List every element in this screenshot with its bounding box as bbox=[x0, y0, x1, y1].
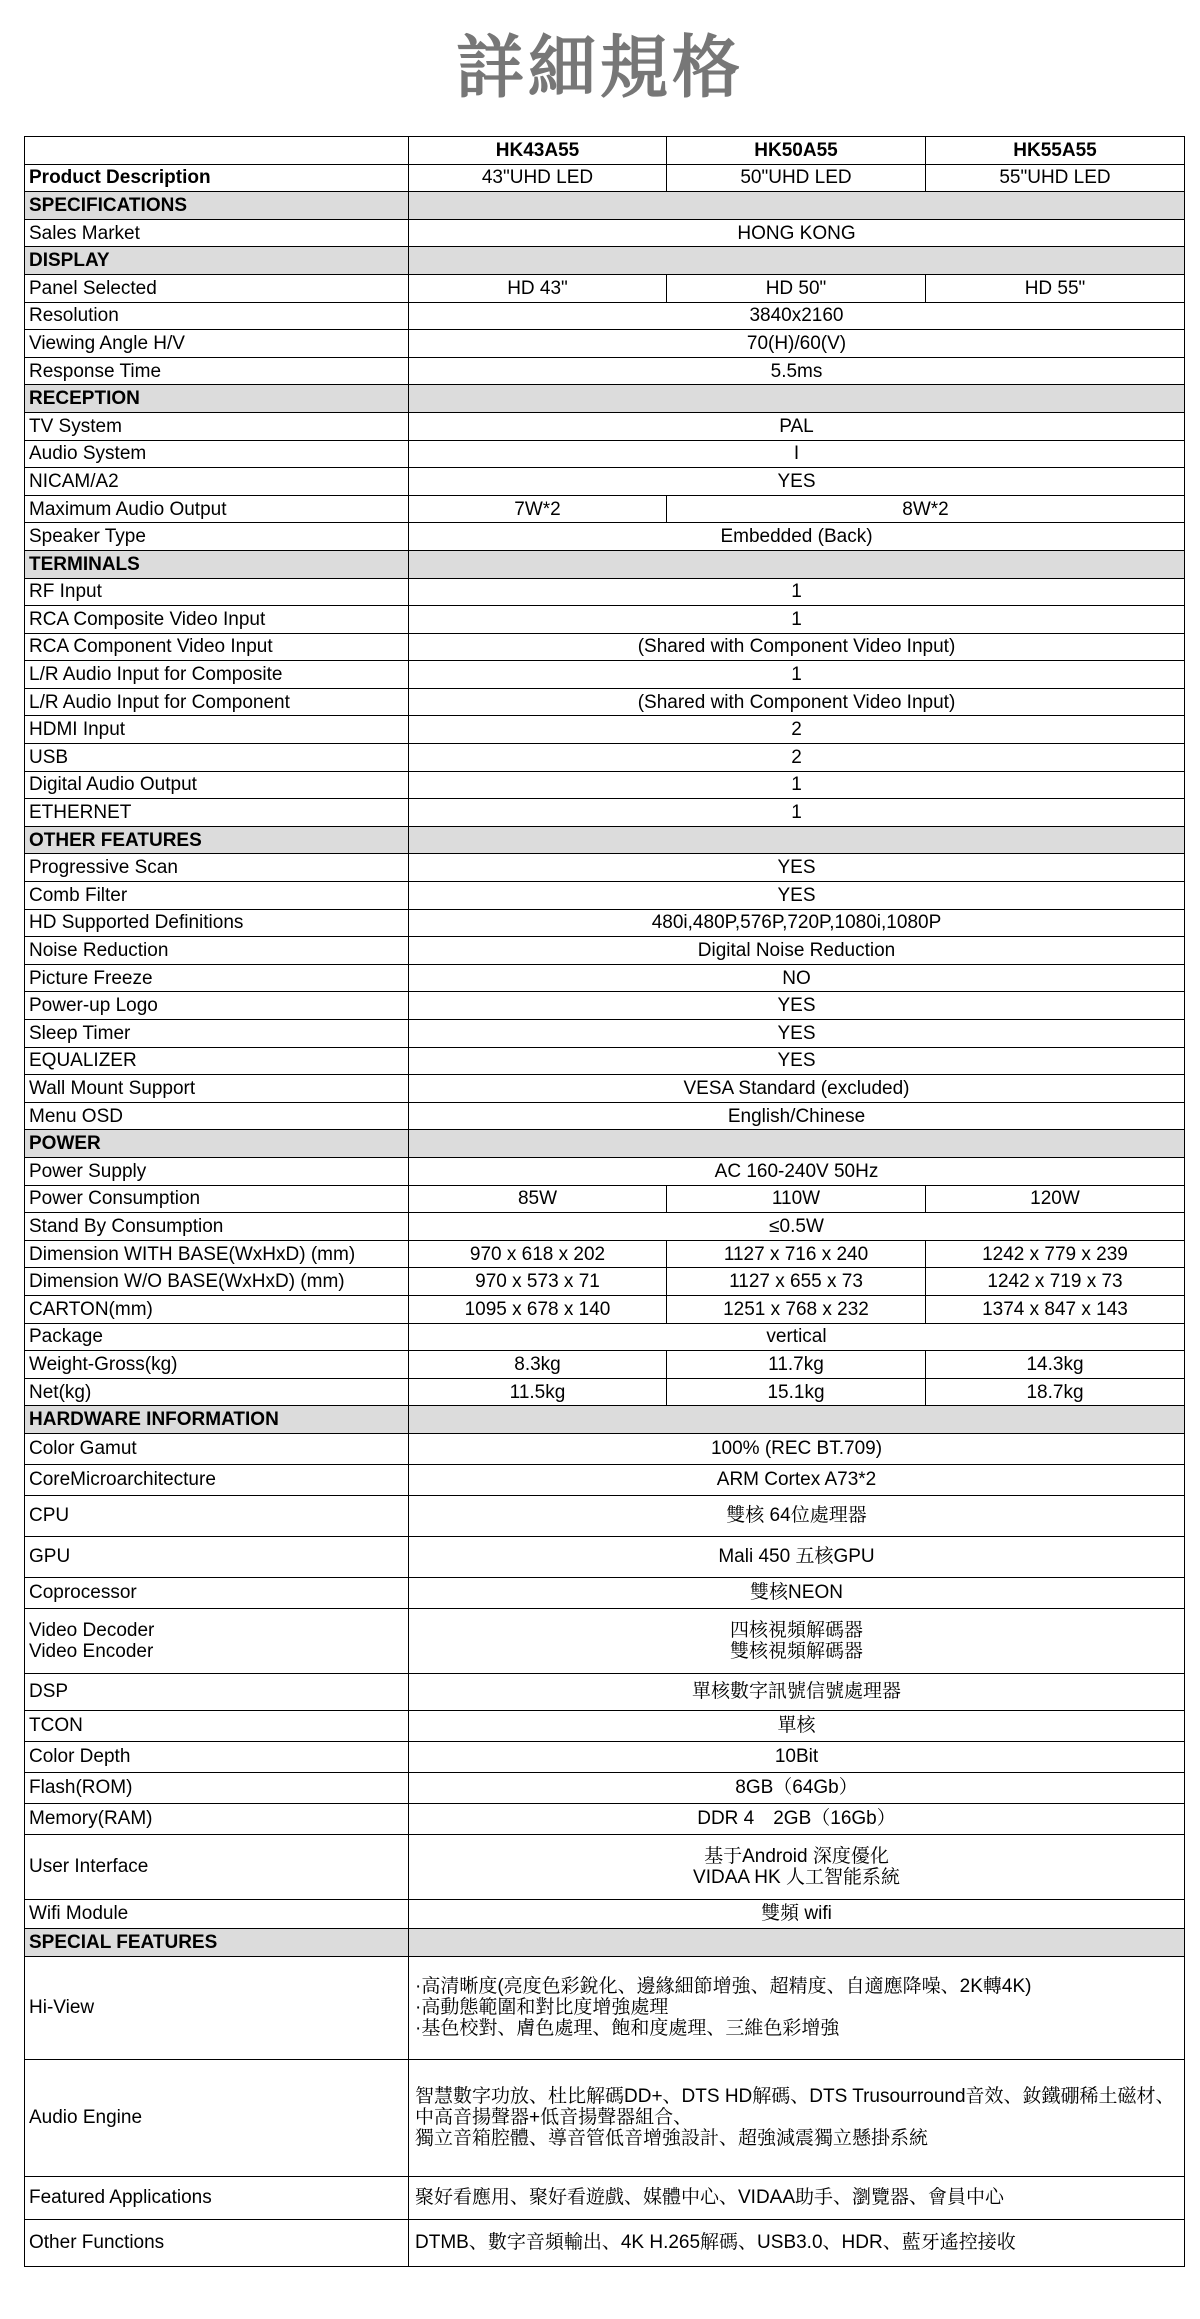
spec-label: Featured Applications bbox=[25, 2176, 409, 2219]
table-row bbox=[25, 1464, 1185, 1495]
spec-label: Dimension WITH BASE(WxHxD) (mm) bbox=[25, 1240, 409, 1268]
spec-label: RCA Composite Video Input bbox=[25, 606, 409, 634]
table-row bbox=[25, 1378, 1185, 1406]
spec-label: Video Decoder Video Encoder bbox=[25, 1608, 409, 1673]
table-row bbox=[25, 495, 1185, 523]
spec-value: 14.3kg bbox=[926, 1351, 1185, 1379]
spec-value: 5.5ms bbox=[409, 357, 1185, 385]
spec-value: HD 55" bbox=[926, 274, 1185, 302]
table-row bbox=[25, 909, 1185, 937]
spec-label: Comb Filter bbox=[25, 882, 409, 910]
table-row bbox=[25, 1741, 1185, 1772]
page-title: 詳細規格 bbox=[455, 28, 744, 108]
spec-label: Menu OSD bbox=[25, 1102, 409, 1130]
spec-value: 8GB（64Gb） bbox=[409, 1772, 1185, 1803]
spec-value: 1251 x 768 x 232 bbox=[667, 1295, 926, 1323]
spec-value: 基于Android 深度優化 VIDAA HK 人工智能系統 bbox=[409, 1834, 1185, 1899]
spec-label: HD Supported Definitions bbox=[25, 909, 409, 937]
spec-value: (Shared with Component Video Input) bbox=[409, 688, 1185, 716]
spec-label: Coprocessor bbox=[25, 1577, 409, 1608]
spec-value: 85W bbox=[409, 1185, 667, 1213]
section-fill bbox=[409, 1130, 1185, 1158]
spec-label: TV System bbox=[25, 412, 409, 440]
spec-value: 1242 x 779 x 239 bbox=[926, 1240, 1185, 1268]
section-fill bbox=[409, 192, 1185, 220]
spec-value: 雙核NEON bbox=[409, 1577, 1185, 1608]
table-row bbox=[25, 302, 1185, 330]
table-row bbox=[25, 606, 1185, 634]
table-row bbox=[25, 854, 1185, 882]
spec-label: RF Input bbox=[25, 578, 409, 606]
spec-label: CoreMicroarchitecture bbox=[25, 1464, 409, 1495]
table-row bbox=[25, 412, 1185, 440]
spec-label: User Interface bbox=[25, 1834, 409, 1899]
spec-value: 單核 bbox=[409, 1710, 1185, 1741]
table-row bbox=[25, 1834, 1185, 1899]
section-fill bbox=[409, 1928, 1185, 1956]
table-row bbox=[25, 1075, 1185, 1103]
spec-value: YES bbox=[409, 1047, 1185, 1075]
spec-label: Dimension W/O BASE(WxHxD) (mm) bbox=[25, 1268, 409, 1296]
section-fill bbox=[409, 826, 1185, 854]
spec-label: Other Functions bbox=[25, 2219, 409, 2266]
spec-value: 四核視頻解碼器 雙核視頻解碼器 bbox=[409, 1608, 1185, 1673]
table-row bbox=[25, 1268, 1185, 1296]
table-row bbox=[25, 1185, 1185, 1213]
spec-label: Audio System bbox=[25, 440, 409, 468]
spec-label: Power Consumption bbox=[25, 1185, 409, 1213]
spec-label: Color Depth bbox=[25, 1741, 409, 1772]
table-row bbox=[25, 1899, 1185, 1928]
spec-value: 55"UHD LED bbox=[926, 164, 1185, 192]
spec-value: 8W*2 bbox=[667, 495, 1185, 523]
table-row bbox=[25, 1240, 1185, 1268]
table-row bbox=[25, 1772, 1185, 1803]
table-row bbox=[25, 882, 1185, 910]
spec-label: Sales Market bbox=[25, 219, 409, 247]
spec-label: NICAM/A2 bbox=[25, 468, 409, 496]
section-title: OTHER FEATURES bbox=[25, 826, 409, 854]
spec-label: Color Gamut bbox=[25, 1433, 409, 1464]
section-title: HARDWARE INFORMATION bbox=[25, 1406, 409, 1434]
section-fill bbox=[409, 1406, 1185, 1434]
spec-value: 11.7kg bbox=[667, 1351, 926, 1379]
spec-label: Progressive Scan bbox=[25, 854, 409, 882]
table-row bbox=[25, 357, 1185, 385]
spec-value: vertical bbox=[409, 1323, 1185, 1351]
spec-value: (Shared with Component Video Input) bbox=[409, 633, 1185, 661]
table-row bbox=[25, 2219, 1185, 2266]
spec-value: ≤0.5W bbox=[409, 1213, 1185, 1241]
table-row bbox=[25, 964, 1185, 992]
spec-value: 11.5kg bbox=[409, 1378, 667, 1406]
spec-label: EQUALIZER bbox=[25, 1047, 409, 1075]
section-header-row bbox=[25, 1928, 1185, 1956]
spec-value: I bbox=[409, 440, 1185, 468]
spec-value: AC 160-240V 50Hz bbox=[409, 1157, 1185, 1185]
table-row bbox=[25, 716, 1185, 744]
spec-label: TCON bbox=[25, 1710, 409, 1741]
spec-value: 8.3kg bbox=[409, 1351, 667, 1379]
section-header-row bbox=[25, 192, 1185, 220]
table-row bbox=[25, 1673, 1185, 1710]
spec-label: Response Time bbox=[25, 357, 409, 385]
spec-value: HD 43" bbox=[409, 274, 667, 302]
table-row bbox=[25, 771, 1185, 799]
spec-value: PAL bbox=[409, 412, 1185, 440]
section-fill bbox=[409, 385, 1185, 413]
table-row bbox=[25, 1295, 1185, 1323]
spec-value: NO bbox=[409, 964, 1185, 992]
table-row bbox=[25, 1803, 1185, 1834]
spec-value: Embedded (Back) bbox=[409, 523, 1185, 551]
section-title: DISPLAY bbox=[25, 247, 409, 275]
spec-label: Digital Audio Output bbox=[25, 771, 409, 799]
spec-value: YES bbox=[409, 468, 1185, 496]
spec-label: Product Description bbox=[25, 164, 409, 192]
spec-label: Power Supply bbox=[25, 1157, 409, 1185]
table-row bbox=[25, 468, 1185, 496]
spec-value: ·高清晰度(亮度色彩銳化、邊緣細節增強、超精度、自適應降噪、2K轉4K) ·高動態範圍和對比度增強處理 ·基色校對、膚色處理、飽和度處理、三維色彩增強 bbox=[409, 1956, 1185, 2059]
spec-value: 1 bbox=[409, 771, 1185, 799]
spec-value: 1127 x 655 x 73 bbox=[667, 1268, 926, 1296]
spec-value: 智慧數字功放、杜比解碼DD+、DTS HD解碼、DTS Trusourround音效、釹鐵硼稀土磁材、中高音揚聲器+低音揚聲器組合、 獨立音箱腔體、導音管低音增強設計、超強減震獨立懸掛系統 bbox=[409, 2059, 1185, 2176]
spec-value: 1 bbox=[409, 661, 1185, 689]
spec-label: Panel Selected bbox=[25, 274, 409, 302]
section-header-row bbox=[25, 550, 1185, 578]
spec-label: Resolution bbox=[25, 302, 409, 330]
spec-label bbox=[25, 137, 409, 165]
spec-value: YES bbox=[409, 854, 1185, 882]
spec-value: YES bbox=[409, 992, 1185, 1020]
table-row bbox=[25, 799, 1185, 827]
table-row bbox=[25, 578, 1185, 606]
spec-value: 1095 x 678 x 140 bbox=[409, 1295, 667, 1323]
table-row bbox=[25, 1047, 1185, 1075]
table-row bbox=[25, 440, 1185, 468]
spec-value: 1 bbox=[409, 799, 1185, 827]
spec-label: Wall Mount Support bbox=[25, 1075, 409, 1103]
spec-label: Net(kg) bbox=[25, 1378, 409, 1406]
model-header-row bbox=[25, 137, 1185, 165]
spec-value: HD 50" bbox=[667, 274, 926, 302]
spec-value: 1 bbox=[409, 578, 1185, 606]
spec-value: Mali 450 五核GPU bbox=[409, 1536, 1185, 1577]
spec-label: Viewing Angle H/V bbox=[25, 330, 409, 358]
table-row bbox=[25, 744, 1185, 772]
table-row bbox=[25, 1102, 1185, 1130]
table-row bbox=[25, 219, 1185, 247]
section-title: SPECIAL FEATURES bbox=[25, 1928, 409, 1956]
section-title: POWER bbox=[25, 1130, 409, 1158]
table-row bbox=[25, 1323, 1185, 1351]
model-name: HK43A55 bbox=[409, 137, 667, 165]
spec-value: 10Bit bbox=[409, 1741, 1185, 1772]
spec-label: L/R Audio Input for Composite bbox=[25, 661, 409, 689]
spec-label: RCA Component Video Input bbox=[25, 633, 409, 661]
spec-label: ETHERNET bbox=[25, 799, 409, 827]
spec-table bbox=[24, 136, 1185, 2267]
spec-value: 1374 x 847 x 143 bbox=[926, 1295, 1185, 1323]
model-name: HK55A55 bbox=[926, 137, 1185, 165]
spec-value: 7W*2 bbox=[409, 495, 667, 523]
spec-value: 1127 x 716 x 240 bbox=[667, 1240, 926, 1268]
table-row bbox=[25, 937, 1185, 965]
table-row bbox=[25, 164, 1185, 192]
section-header-row bbox=[25, 1130, 1185, 1158]
table-row bbox=[25, 1433, 1185, 1464]
spec-value: 110W bbox=[667, 1185, 926, 1213]
spec-value: 單核數字訊號信號處理器 bbox=[409, 1673, 1185, 1710]
spec-table-body bbox=[25, 137, 1185, 2267]
section-fill bbox=[409, 247, 1185, 275]
spec-value: 2 bbox=[409, 744, 1185, 772]
spec-value: 970 x 573 x 71 bbox=[409, 1268, 667, 1296]
spec-value: 1 bbox=[409, 606, 1185, 634]
spec-label: Wifi Module bbox=[25, 1899, 409, 1928]
spec-value: ARM Cortex A73*2 bbox=[409, 1464, 1185, 1495]
spec-value: 雙頻 wifi bbox=[409, 1899, 1185, 1928]
section-header-row bbox=[25, 1406, 1185, 1434]
table-row bbox=[25, 2059, 1185, 2176]
spec-value: DTMB、數字音頻輸出、4K H.265解碼、USB3.0、HDR、藍牙遙控接收 bbox=[409, 2219, 1185, 2266]
table-row bbox=[25, 1020, 1185, 1048]
spec-value: 3840x2160 bbox=[409, 302, 1185, 330]
spec-label: Stand By Consumption bbox=[25, 1213, 409, 1241]
spec-label: Package bbox=[25, 1323, 409, 1351]
spec-label: CARTON(mm) bbox=[25, 1295, 409, 1323]
spec-label: DSP bbox=[25, 1673, 409, 1710]
table-row bbox=[25, 274, 1185, 302]
spec-label: Sleep Timer bbox=[25, 1020, 409, 1048]
table-row bbox=[25, 2176, 1185, 2219]
spec-value: 聚好看應用、聚好看遊戲、媒體中心、VIDAA助手、瀏覽器、會員中心 bbox=[409, 2176, 1185, 2219]
table-row bbox=[25, 992, 1185, 1020]
spec-value: 18.7kg bbox=[926, 1378, 1185, 1406]
table-row bbox=[25, 1577, 1185, 1608]
spec-value: 1242 x 719 x 73 bbox=[926, 1268, 1185, 1296]
spec-label: HDMI Input bbox=[25, 716, 409, 744]
spec-label: Memory(RAM) bbox=[25, 1803, 409, 1834]
spec-value: DDR 4 2GB（16Gb） bbox=[409, 1803, 1185, 1834]
table-row bbox=[25, 1351, 1185, 1379]
spec-label: Hi-View bbox=[25, 1956, 409, 2059]
model-name: HK50A55 bbox=[667, 137, 926, 165]
spec-value: HONG KONG bbox=[409, 219, 1185, 247]
spec-label: Power-up Logo bbox=[25, 992, 409, 1020]
spec-value: 2 bbox=[409, 716, 1185, 744]
spec-value: English/Chinese bbox=[409, 1102, 1185, 1130]
table-row bbox=[25, 1608, 1185, 1673]
spec-value: VESA Standard (excluded) bbox=[409, 1075, 1185, 1103]
table-row bbox=[25, 688, 1185, 716]
section-fill bbox=[409, 550, 1185, 578]
spec-label: Flash(ROM) bbox=[25, 1772, 409, 1803]
spec-label: GPU bbox=[25, 1536, 409, 1577]
table-row bbox=[25, 330, 1185, 358]
section-title: RECEPTION bbox=[25, 385, 409, 413]
spec-value: 970 x 618 x 202 bbox=[409, 1240, 667, 1268]
section-title: TERMINALS bbox=[25, 550, 409, 578]
spec-value: 雙核 64位處理器 bbox=[409, 1495, 1185, 1536]
spec-value: YES bbox=[409, 1020, 1185, 1048]
spec-label: Audio Engine bbox=[25, 2059, 409, 2176]
table-row bbox=[25, 1710, 1185, 1741]
spec-value: 480i,480P,576P,720P,1080i,1080P bbox=[409, 909, 1185, 937]
spec-value: 120W bbox=[926, 1185, 1185, 1213]
table-row bbox=[25, 1157, 1185, 1185]
spec-label: Speaker Type bbox=[25, 523, 409, 551]
spec-label: Picture Freeze bbox=[25, 964, 409, 992]
spec-label: USB bbox=[25, 744, 409, 772]
spec-label: L/R Audio Input for Component bbox=[25, 688, 409, 716]
spec-value: Digital Noise Reduction bbox=[409, 937, 1185, 965]
section-title: SPECIFICATIONS bbox=[25, 192, 409, 220]
table-row bbox=[25, 661, 1185, 689]
spec-value: 50"UHD LED bbox=[667, 164, 926, 192]
spec-label: Weight-Gross(kg) bbox=[25, 1351, 409, 1379]
spec-value: 70(H)/60(V) bbox=[409, 330, 1185, 358]
spec-label: Maximum Audio Output bbox=[25, 495, 409, 523]
table-row bbox=[25, 1213, 1185, 1241]
table-row bbox=[25, 633, 1185, 661]
table-row bbox=[25, 523, 1185, 551]
spec-label: Noise Reduction bbox=[25, 937, 409, 965]
spec-value: 43"UHD LED bbox=[409, 164, 667, 192]
section-header-row bbox=[25, 247, 1185, 275]
table-row bbox=[25, 1536, 1185, 1577]
table-row bbox=[25, 1495, 1185, 1536]
spec-value: 15.1kg bbox=[667, 1378, 926, 1406]
table-row bbox=[25, 1956, 1185, 2059]
spec-label: CPU bbox=[25, 1495, 409, 1536]
spec-value: YES bbox=[409, 882, 1185, 910]
section-header-row bbox=[25, 826, 1185, 854]
section-header-row bbox=[25, 385, 1185, 413]
spec-value: 100% (REC BT.709) bbox=[409, 1433, 1185, 1464]
